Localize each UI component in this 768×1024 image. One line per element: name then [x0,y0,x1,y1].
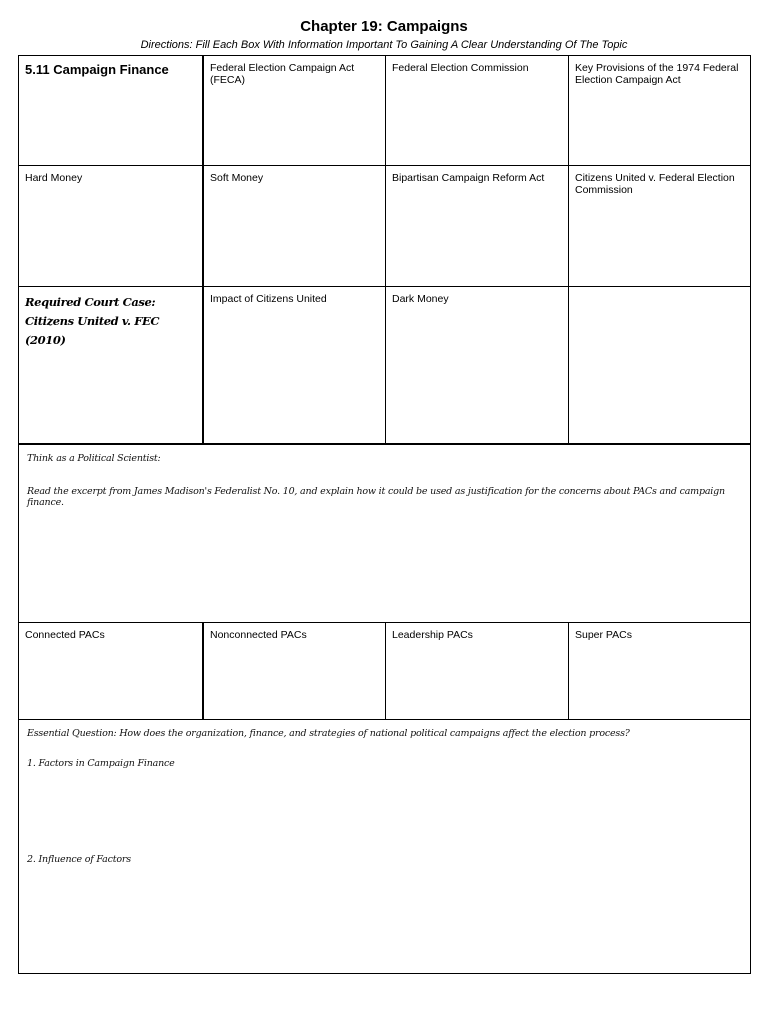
page-title: Chapter 19: Campaigns [300,18,468,35]
connected-pacs-cell[interactable]: Connected PACs [25,629,105,641]
blank-cell[interactable] [568,287,750,443]
pac-row [19,623,750,720]
dark-money-cell[interactable]: Dark Money [385,287,568,443]
court-case-label: Required Court Case: [25,295,156,309]
essential-question: Essential Question: How does the organization, finance, and strategies of national political campaigns affect the election process? [27,728,630,739]
think-heading: Think as a Political Scientist: [27,453,161,464]
feca-cell[interactable]: Federal Election Campaign Act (FECA) [202,56,385,165]
think-prompt: Read the excerpt from James Madison's Federalist No. 10, and explain how it could be used as justification for the concerns about PACs and campaign finance. [27,486,725,508]
grid-row-3 [19,287,750,445]
fec-cell[interactable]: Federal Election Commission [385,56,568,165]
bcra-cell[interactable]: Bipartisan Campaign Reform Act [385,166,568,286]
nonconnected-pacs-cell[interactable]: Nonconnected PACs [202,623,385,719]
hard-money-cell[interactable]: Hard Money [25,172,83,184]
grid-row-1 [19,56,750,166]
worksheet-grid [18,55,751,974]
grid-row-2 [19,166,750,287]
court-case-cell[interactable] [19,287,202,443]
think-box[interactable] [19,445,750,623]
section-title-cell[interactable]: 5.11 Campaign Finance [25,62,169,77]
impact-citizens-united-cell[interactable]: Impact of Citizens United [202,287,385,443]
key-provisions-cell[interactable]: Key Provisions of the 1974 Federal Election Campaign Act [568,56,750,165]
court-case-name: Citizens United v. FEC (2010) [25,314,160,347]
essential-question-box[interactable] [19,720,750,973]
soft-money-cell[interactable]: Soft Money [202,166,385,286]
super-pacs-cell[interactable]: Super PACs [568,623,750,719]
citizens-united-cell[interactable]: Citizens United v. Federal Election Commission [568,166,750,286]
factors-item: 1. Factors in Campaign Finance [27,758,175,769]
directions-text: Directions: Fill Each Box With Information Important To Gaining A Clear Understanding Of The Topic [140,39,628,51]
leadership-pacs-cell[interactable]: Leadership PACs [385,623,568,719]
influence-item: 2. Influence of Factors [27,854,131,865]
